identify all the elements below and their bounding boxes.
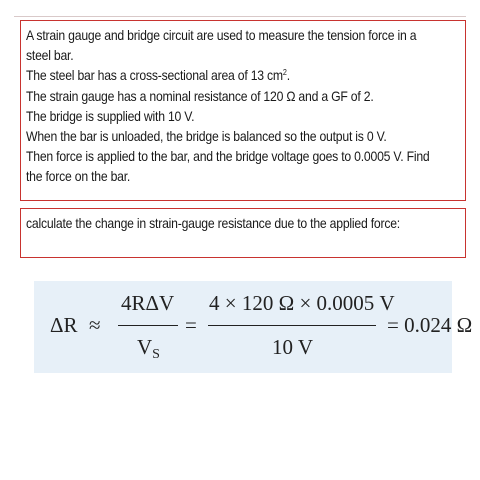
problem-line-7: Then force is applied to the bar, and the bridge voltage goes to 0.0005 V. Find xyxy=(26,149,430,165)
top-divider xyxy=(14,16,466,17)
supply-voltage-subscript: S xyxy=(152,347,160,362)
fraction2-numerator: 4 × 120 Ω × 0.0005 V xyxy=(209,291,395,315)
fraction1-numerator: 4RΔV xyxy=(121,291,175,315)
prompt-text xyxy=(26,214,463,234)
prompt-box xyxy=(20,208,466,258)
equation-result: = 0.024 Ω xyxy=(387,313,473,337)
problem-line-1: A strain gauge and bridge circuit are used to measure the tension force in a xyxy=(26,28,417,43)
equation-panel xyxy=(34,281,473,373)
fraction2-denominator: 10 V xyxy=(272,335,314,359)
fraction2-bar xyxy=(208,325,376,326)
equals-symbol: = xyxy=(185,313,197,337)
area-text: The steel bar has a cross-sectional area of 13 cm xyxy=(26,68,283,84)
problem-line-6: When the bar is unloaded, the bridge is balanced so the output is 0 V. xyxy=(26,129,387,145)
problem-line-5: The bridge is supplied with 10 V. xyxy=(26,108,195,124)
prompt-line: calculate the change in strain-gauge resistance due to the applied force: xyxy=(26,216,400,231)
problem-statement-box xyxy=(20,20,466,201)
fraction1-bar xyxy=(118,325,178,326)
equation-lhs: ΔR xyxy=(50,313,78,337)
problem-line-8: the force on the bar. xyxy=(26,169,131,185)
problem-line-4: The strain gauge has a nominal resistance of 120 Ω and a GF of 2. xyxy=(26,88,374,104)
area-suffix: . xyxy=(286,68,290,84)
area-exponent: 2 xyxy=(282,68,287,78)
supply-voltage-symbol: V xyxy=(137,335,153,359)
problem-line-3 xyxy=(26,66,463,86)
problem-line-2: steel bar. xyxy=(26,48,74,64)
problem-text xyxy=(26,26,463,188)
approx-symbol: ≈ xyxy=(89,313,101,337)
fraction1-denominator xyxy=(137,337,160,362)
